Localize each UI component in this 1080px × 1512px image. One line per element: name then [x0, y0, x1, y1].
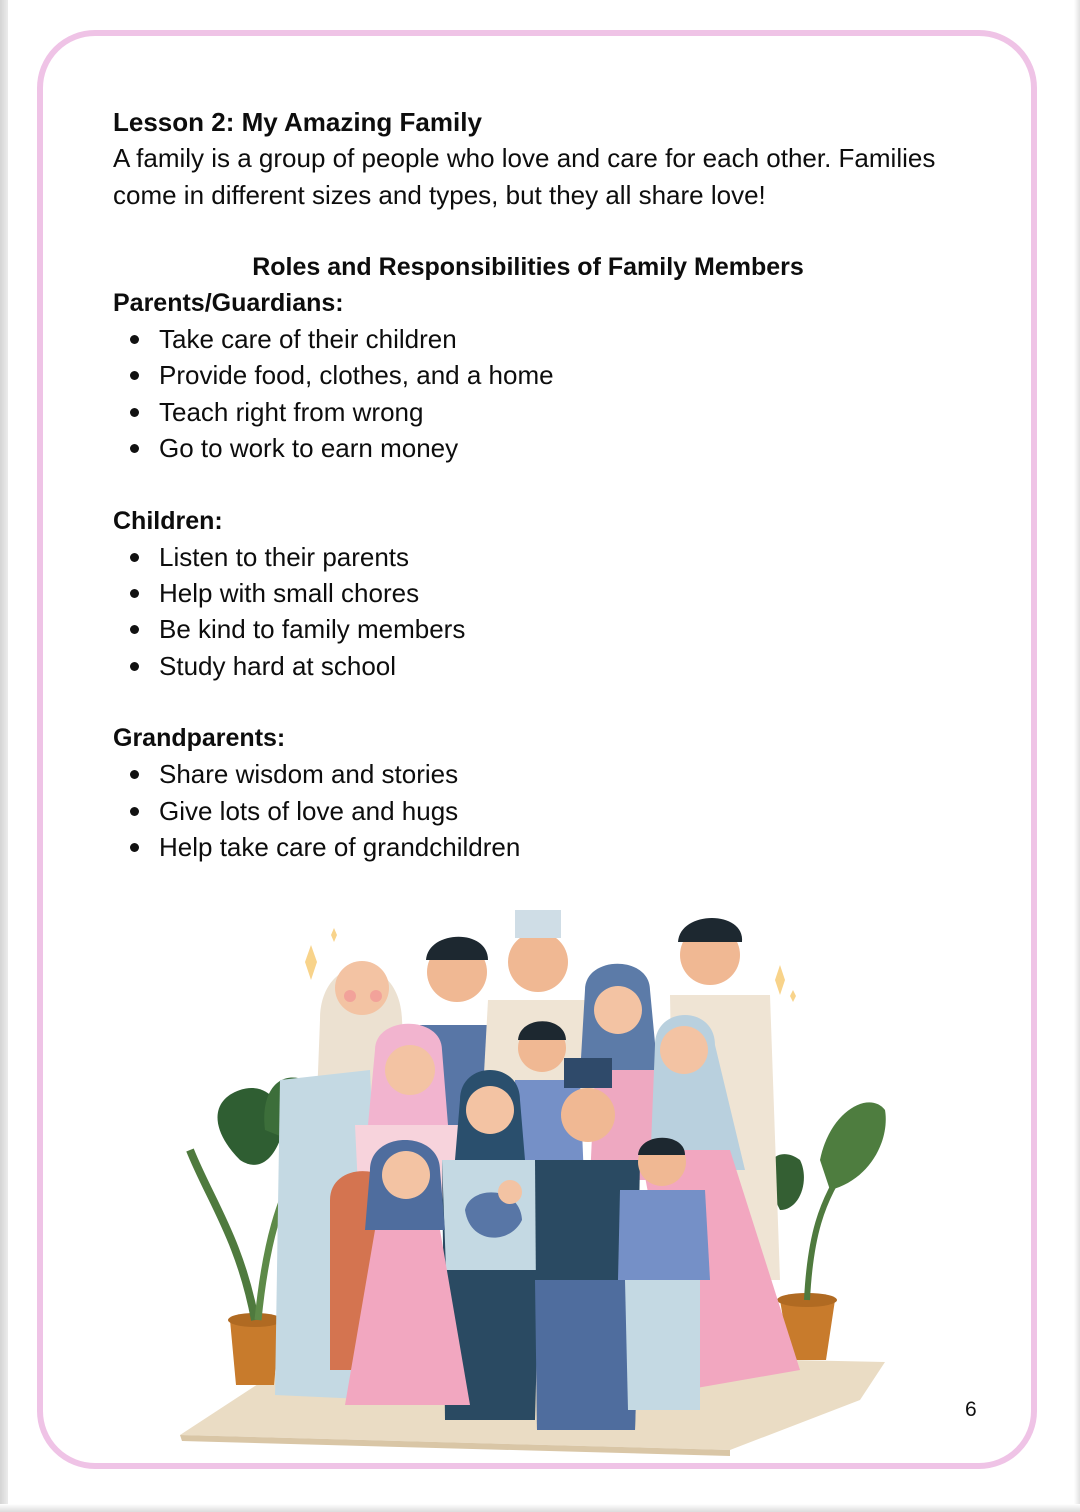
list-item: [113, 575, 943, 611]
list-item: [113, 829, 943, 865]
list-item: [113, 539, 943, 575]
lesson-title: Lesson 2: My Amazing Family: [113, 107, 482, 137]
role-title: Children:: [113, 506, 223, 535]
list-item: [113, 394, 943, 430]
list-item: [113, 793, 943, 829]
family-illustration: [170, 900, 910, 1460]
role-title: Parents/Guardians:: [113, 289, 344, 317]
role-group-grandparents: [113, 720, 943, 865]
bullet-icon: [130, 589, 139, 598]
page-shadow-bottom: [0, 1504, 1080, 1512]
bullet-icon: [130, 625, 139, 634]
roles-heading: Roles and Responsibilities of Family Members: [252, 253, 804, 281]
duty-text: Study hard at school: [159, 650, 397, 681]
page-shadow-right: [1074, 0, 1080, 1512]
bullet-icon: [130, 807, 139, 816]
duty-text: Teach right from wrong: [159, 396, 424, 427]
plant-right-icon: [767, 1102, 885, 1360]
duty-text: Be kind to family members: [159, 614, 466, 645]
list-item: [113, 357, 943, 393]
duties-list: [113, 539, 943, 685]
list-item: [113, 321, 943, 357]
list-item: [113, 611, 943, 647]
role-group-parents: [113, 285, 943, 467]
duty-text: Take care of their children: [159, 324, 457, 354]
list-item: [113, 648, 943, 684]
bullet-icon: [130, 444, 139, 453]
sparkle-icon: [790, 990, 796, 1002]
duty-text: Go to work to earn money: [159, 433, 459, 464]
duties-list: [113, 321, 943, 467]
duty-text: Help take care of grandchildren: [159, 832, 521, 863]
duty-text: Listen to their parents: [159, 541, 410, 572]
page-number: 6: [965, 1398, 977, 1421]
duty-text: Share wisdom and stories: [159, 759, 459, 790]
bullet-icon: [130, 662, 139, 671]
sparkle-icon: [775, 965, 785, 995]
bullet-icon: [130, 770, 139, 779]
role-group-children: [113, 503, 943, 685]
bullet-icon: [130, 843, 139, 852]
role-title: Grandparents:: [113, 724, 286, 753]
duty-text: Provide food, clothes, and a home: [159, 360, 554, 391]
page-edge-left: [0, 0, 8, 1512]
sparkle-icon: [331, 928, 337, 942]
bullet-icon: [130, 371, 139, 380]
list-item: [113, 430, 943, 466]
bullet-icon: [130, 553, 139, 562]
sparkle-icon: [305, 945, 317, 980]
duties-list: [113, 756, 943, 865]
lesson-intro: A family is a group of people who love and care for each other. Families come in different sizes and types, but they all share love!: [113, 143, 936, 210]
lesson-content: [113, 104, 943, 865]
bullet-icon: [130, 408, 139, 417]
duty-text: Help with small chores: [159, 578, 420, 609]
duty-text: Give lots of love and hugs: [159, 795, 459, 826]
bullet-icon: [130, 335, 139, 344]
list-item: [113, 756, 943, 792]
